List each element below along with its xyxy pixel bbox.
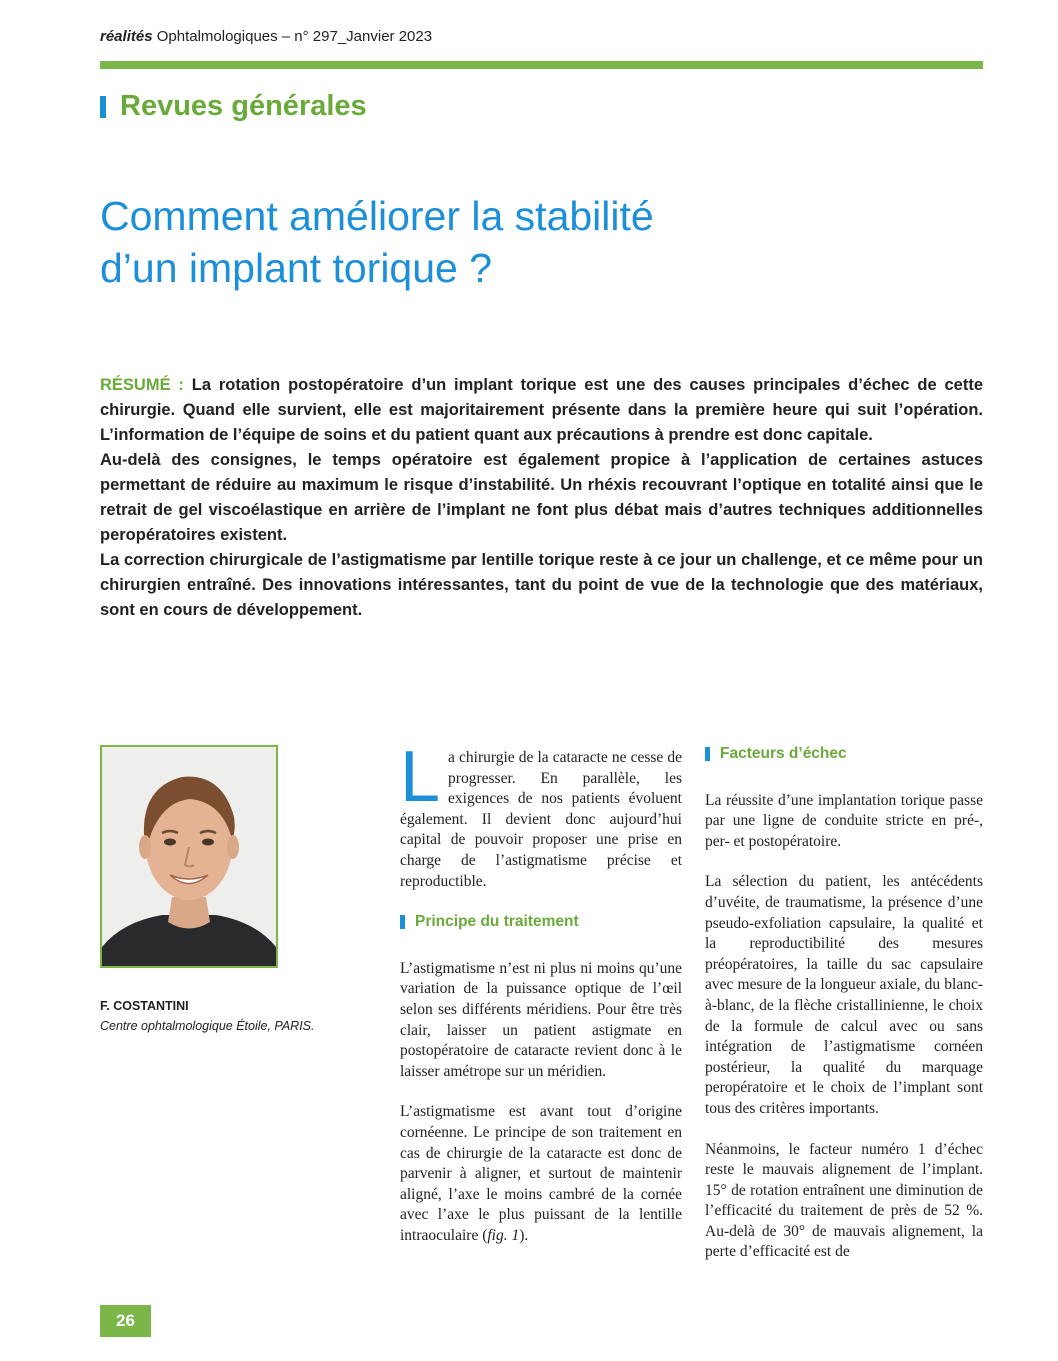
author-block bbox=[100, 996, 314, 1036]
principe-paragraph-2 bbox=[400, 1102, 682, 1246]
abstract-text-1: La rotation postopératoire d’un implant torique est une des causes principales d’échec de cette chirurgie. Quand elle survient, elle est majoritairement présente dans la première heure qui suit l’opération. L’information de l’équipe de soins et du patient quant aux précautions à prendre est donc capitale. bbox=[100, 376, 983, 444]
principe-text-2: L’astigmatisme est avant tout d’origine cornéenne. Le principe de son traitement en cas de chirurgie de la cataracte est donc de parvenir à aligner, et surtout de maintenir aligné, l’axe le moins cambré de la cornée avec l’axe le plus puissant de la lentille intraoculaire ( bbox=[400, 1103, 682, 1244]
subhead-marker bbox=[705, 747, 710, 761]
author-name: F. COSTANTINI bbox=[100, 999, 189, 1013]
text-column-3 bbox=[705, 745, 983, 1283]
drop-cap: L bbox=[400, 737, 441, 817]
principe-text-2-end: ). bbox=[519, 1226, 529, 1244]
abstract-paragraph-1 bbox=[100, 373, 983, 448]
abstract-paragraph-3: La correction chirurgicale de l’astigmatisme par lentille torique reste à ce jour un challenge, et ce même pour un chirurgien entraîné. Des innovations intéressantes, tant du point de vue de la technologie que des matériaux, sont en cours de développement. bbox=[100, 551, 983, 619]
subhead-principe bbox=[400, 912, 682, 933]
subhead-principe-text: Principe du traitement bbox=[415, 913, 579, 931]
journal-header bbox=[100, 28, 432, 45]
author-portrait bbox=[102, 747, 276, 966]
article-title bbox=[100, 190, 654, 294]
facteurs-paragraph-1: La réussite d’une implantation torique passe par une ligne de conduite stricte en pré-, per- et postopératoire. bbox=[705, 791, 983, 850]
subhead-facteurs-text: Facteurs d’échec bbox=[720, 745, 847, 762]
journal-name: réalités bbox=[100, 28, 153, 45]
subhead-marker bbox=[400, 915, 405, 929]
abstract-label: RÉSUMÉ : bbox=[100, 376, 184, 394]
intro-paragraph bbox=[400, 737, 682, 892]
article-title-line-1: Comment améliorer la stabilité bbox=[100, 193, 654, 239]
header-rule bbox=[100, 61, 983, 69]
article-title-line-2: d’un implant torique ? bbox=[100, 245, 493, 291]
issue-info: Ophtalmologiques – n° 297_Janvier 2023 bbox=[152, 28, 433, 45]
abstract bbox=[100, 373, 983, 623]
figure-reference[interactable]: fig. 1 bbox=[487, 1226, 520, 1244]
section-marker bbox=[100, 96, 106, 118]
section-title-text: Revues générales bbox=[120, 90, 367, 122]
principe-paragraph-1: L’astigmatisme n’est ni plus ni moins qu’une variation de la puissance optique de l’œil selon ses différents méridiens. Pour être très clair, laisser un patient astigmate en postopératoire de cataracte revient donc à le laisser amétrope sur un méridien. bbox=[400, 959, 682, 1080]
author-photo bbox=[100, 745, 278, 968]
intro-text: a chirurgie de la cataracte ne cesse de progresser. En parallèle, les exigences de nos patients évoluent également. Il devient donc aujourd’hui capital de pouvoir proposer une prise en charge de l’astigmatisme précise et reproductible. bbox=[400, 749, 682, 890]
text-column-2 bbox=[400, 737, 682, 1266]
section-title bbox=[100, 90, 367, 123]
facteurs-paragraph-3: Néanmoins, le facteur numéro 1 d’échec reste le mauvais alignement de l’implant. 15° de rotation entraînent une diminution de l’efficacité du traitement de près de 52 %. Au-delà de 30° de mauvais alignement, la perte d’efficacité est de bbox=[705, 1140, 983, 1261]
subhead-facteurs bbox=[705, 744, 983, 765]
abstract-paragraph-2: Au-delà des consignes, le temps opératoire est également propice à l’application de certaines astuces permettant de réduire au maximum le risque d’instabilité. Un rhéxis recouvrant l’optique en totalité ainsi que le retrait de gel viscoélastique en arrière de l’implant ne font plus débat mais d’autres techniques additionnelles peropératoires existent. bbox=[100, 451, 983, 544]
page-number: 26 bbox=[100, 1305, 151, 1337]
author-affiliation: Centre ophtalmologique Étoile, PARIS. bbox=[100, 1019, 315, 1033]
facteurs-paragraph-2: La sélection du patient, les antécédents d’uvéite, de traumatisme, la présence d’une pseudo-exfoliation capsulaire, la qualité et la reproductibilité des mesures préopératoires, la taille du sac capsulaire avec mesure de la longueur axiale, du blanc-à-blanc, de la flèche cristallinienne, le choix de la formule de calcul avec ou sans intégration de l’astigmatisme cornéen postérieur, la qualité du marquage peropératoire et le choix de l’implant sont tous des critères importants. bbox=[705, 873, 983, 1117]
